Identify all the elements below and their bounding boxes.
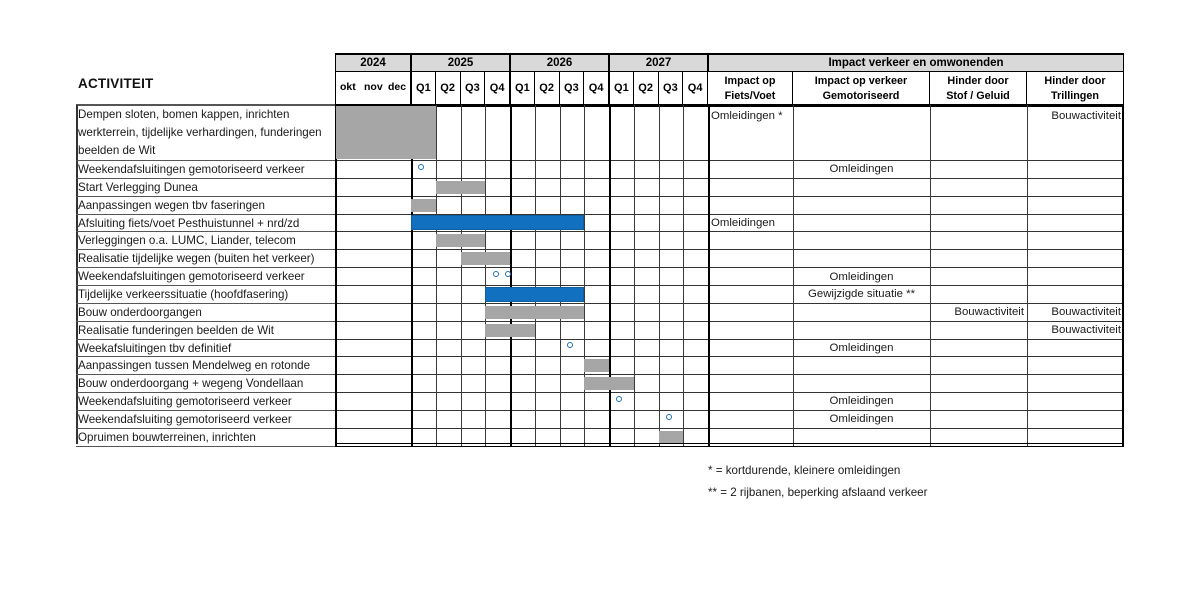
activity-row-divider xyxy=(76,303,335,304)
activity-label: Weekendafsluitingen gemotoriseerd verkeer xyxy=(78,163,305,176)
year-header-2026: 2026 xyxy=(510,54,609,72)
activity-row-divider xyxy=(76,285,335,286)
activity-label: Aanpassingen wegen tbv faseringen xyxy=(78,198,265,212)
quarter-header-2026-Q3: Q3 xyxy=(560,72,585,105)
impact-value-gemotoriseerd: Omleidingen xyxy=(829,395,894,408)
impact-value-trillingen: Bouwactiviteit xyxy=(1051,110,1121,122)
impact-header-line2: Fiets/Voet xyxy=(724,90,776,102)
activity-row-divider xyxy=(76,428,335,429)
activity-row-divider xyxy=(76,321,335,322)
table-bottom-line xyxy=(335,446,1124,448)
quarter-header-2027-Q3: Q3 xyxy=(659,72,684,105)
activity-label: Tijdelijke verkeerssituatie (hoofdfasering) xyxy=(78,287,289,301)
month-label-nov: nov xyxy=(364,81,383,93)
activity-label: Verleggingen o.a. LUMC, Liander, telecom xyxy=(78,234,296,248)
activity-row-divider xyxy=(76,178,335,179)
activity-label: Realisatie tijdelijke wegen (buiten het verkeer) xyxy=(78,252,315,266)
activity-label: Bouw onderdoorgangen xyxy=(78,305,202,319)
quarter-header-2027-Q4: Q4 xyxy=(683,72,708,105)
impact-value-stof: Bouwactiviteit xyxy=(954,306,1024,319)
activity-label: Bouw onderdoorgang + wegeng Vondellaan xyxy=(78,377,304,391)
quarter-header-2026-Q1: Q1 xyxy=(510,72,535,105)
quarter-header-2025-Q1: Q1 xyxy=(411,72,436,105)
footnote-2: ** = 2 rijbanen, beperking afslaand verkeer xyxy=(708,486,928,499)
impact-value-gemotoriseerd: Omleidingen xyxy=(829,341,894,354)
activity-label: Realisatie funderingen beelden de Wit xyxy=(78,323,274,337)
activity-header-divider xyxy=(76,104,335,106)
impact-header-line1: Hinder door xyxy=(947,75,1009,87)
month-label-dec: dec xyxy=(388,81,407,93)
activity-row-divider xyxy=(76,356,335,357)
activity-row-divider xyxy=(76,374,335,375)
impact-value-fiets: Omleidingen xyxy=(711,216,775,229)
quarter-header-2025-Q3: Q3 xyxy=(461,72,486,105)
activity-label: Dempen sloten, bomen kappen, inrichten xyxy=(78,108,290,121)
quarter-header-2027-Q2: Q2 xyxy=(634,72,659,105)
month-label-okt: okt xyxy=(340,81,356,93)
activity-label: beelden de Wit xyxy=(78,144,156,157)
quarter-header-2026-Q2: Q2 xyxy=(535,72,560,105)
impact-group-header: Impact verkeer en omwonenden xyxy=(708,54,1124,72)
activity-row-divider xyxy=(76,392,335,393)
footnote-1: * = kortdurende, kleinere omleidingen xyxy=(708,464,901,477)
activity-label: Weekendafsluiting gemotoriseerd verkeer xyxy=(78,395,292,409)
activity-row-divider xyxy=(76,231,335,232)
activity-label: Afsluiting fiets/voet Pesthuistunnel + nrd/zd xyxy=(78,216,300,230)
table-outer-frame xyxy=(335,53,1124,444)
impact-value-gemotoriseerd: Gewijzigde situatie ** xyxy=(808,288,915,301)
impact-value-trillingen: Bouwactiviteit xyxy=(1051,324,1121,337)
quarter-header-2026-Q4: Q4 xyxy=(584,72,609,105)
activity-row-divider xyxy=(76,410,335,411)
impact-value-gemotoriseerd: Omleidingen xyxy=(829,270,894,283)
activity-row-divider xyxy=(76,196,335,197)
impact-header-line1: Impact op xyxy=(724,75,776,87)
impact-value-fiets: Omleidingen * xyxy=(711,110,783,122)
impact-header-line2: Trillingen xyxy=(1051,90,1099,102)
activity-label: werkterrein, tijdelijke verhardingen, funderingen xyxy=(78,126,322,139)
activity-row-divider xyxy=(76,339,335,340)
activity-column-header: ACTIVITEIT xyxy=(78,76,154,91)
impact-header-line2: Stof / Geluid xyxy=(946,90,1010,102)
impact-header-line1: Hinder door xyxy=(1044,75,1106,87)
activity-row-divider xyxy=(76,214,335,215)
activity-label: Weekendafsluiting gemotoriseerd verkeer xyxy=(78,412,292,426)
activity-label: Weekendafsluitingen gemotoriseerd verkeer xyxy=(78,270,305,284)
activity-row-divider xyxy=(76,249,335,250)
year-header-2027: 2027 xyxy=(609,54,708,72)
impact-value-gemotoriseerd: Omleidingen xyxy=(829,163,894,176)
impact-header-line1: Impact op verkeer xyxy=(814,75,908,87)
impact-header-line2: Gemotoriseerd xyxy=(822,90,900,102)
impact-value-gemotoriseerd: Omleidingen xyxy=(829,413,894,426)
year-header-2024: 2024 xyxy=(335,54,411,72)
quarter-header-2027-Q1: Q1 xyxy=(609,72,634,105)
activity-label: Start Verlegging Dunea xyxy=(78,180,198,194)
activity-label: Opruimen bouwterreinen, inrichten xyxy=(78,430,256,444)
activity-row-divider xyxy=(76,446,335,447)
activity-label: Weekafsluitingen tbv definitief xyxy=(78,341,232,355)
quarter-header-2025-Q2: Q2 xyxy=(436,72,461,105)
quarter-header-2025-Q4: Q4 xyxy=(485,72,510,105)
year-header-2025: 2025 xyxy=(411,54,510,72)
activity-row-divider xyxy=(76,267,335,268)
impact-value-trillingen: Bouwactiviteit xyxy=(1051,306,1121,319)
activity-label: Aanpassingen tussen Mendelweg en rotonde xyxy=(78,359,311,373)
activity-row-divider xyxy=(76,160,335,161)
